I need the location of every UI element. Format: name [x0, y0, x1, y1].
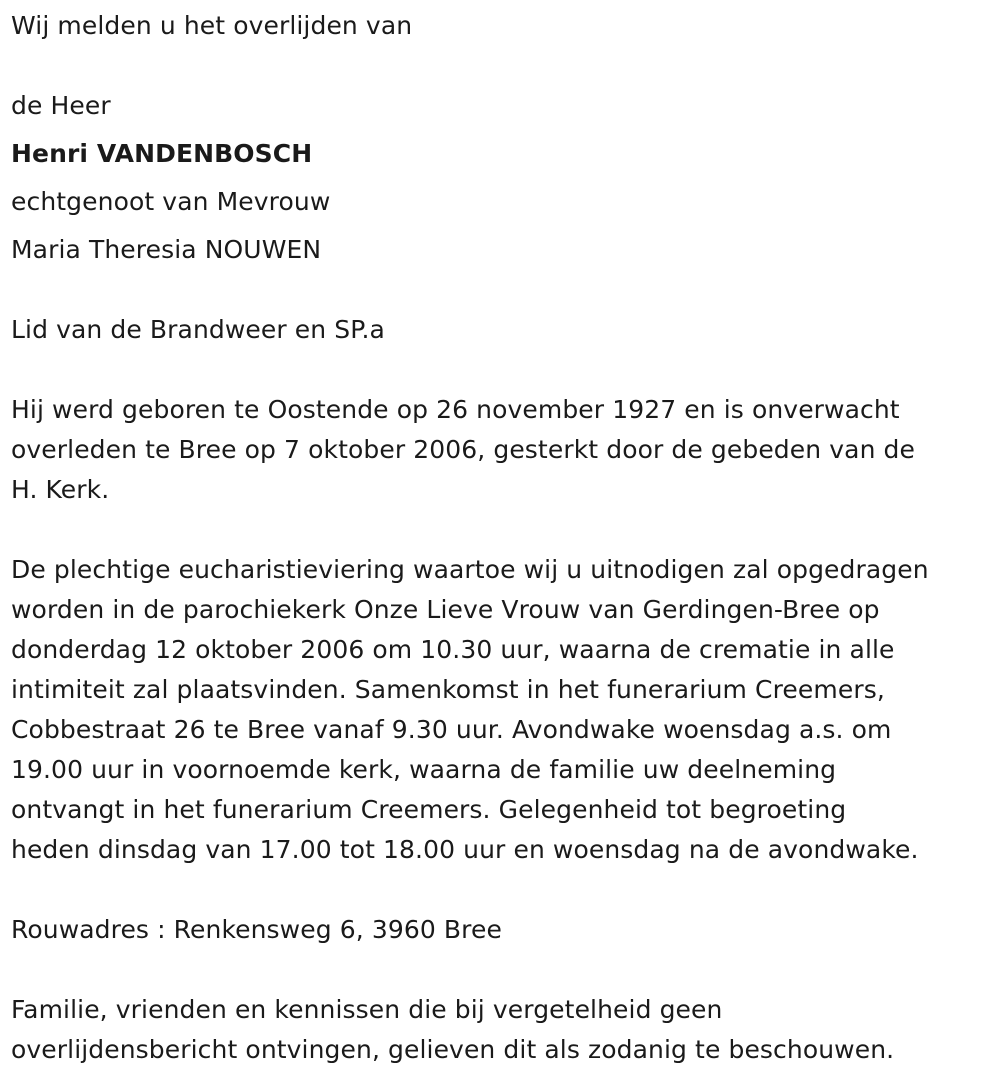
paragraph-line: H. Kerk.	[11, 475, 110, 504]
paragraph-line: Cobbestraat 26 te Bree vanaf 9.30 uur. Avondwake woensdag a.s. om	[11, 715, 892, 744]
mourning-address: Rouwadres : Renkensweg 6, 3960 Bree	[11, 915, 502, 944]
paragraph-line: Familie, vrienden en kennissen die bij vergetelheid geen	[11, 995, 723, 1024]
deceased-name: Henri VANDENBOSCH	[11, 139, 313, 168]
paragraph-line: heden dinsdag van 17.00 tot 18.00 uur en woensdag na de avondwake.	[11, 835, 919, 864]
birth-death-paragraph	[11, 390, 986, 510]
deceased-title: de Heer	[11, 91, 111, 120]
paragraph-line: donderdag 12 oktober 2006 om 10.30 uur, waarna de crematie in alle	[11, 635, 895, 664]
paragraph-line: De plechtige eucharistieviering waartoe wij u uitnodigen zal opgedragen	[11, 555, 929, 584]
paragraph-line: intimiteit zal plaatsvinden. Samenkomst in het funerarium Creemers,	[11, 675, 885, 704]
ceremony-paragraph	[11, 550, 986, 870]
paragraph-line: worden in de parochiekerk Onze Lieve Vrouw van Gerdingen-Bree op	[11, 595, 880, 624]
closing-paragraph	[11, 990, 986, 1070]
intro-text: Wij melden u het overlijden van	[11, 11, 413, 40]
paragraph-line: 19.00 uur in voornoemde kerk, waarna de familie uw deelneming	[11, 755, 837, 784]
membership-text: Lid van de Brandweer en SP.a	[11, 315, 385, 344]
spouse-intro: echtgenoot van Mevrouw	[11, 187, 331, 216]
paragraph-line: Hij werd geboren te Oostende op 26 november 1927 en is onverwacht	[11, 395, 900, 424]
spouse-name: Maria Theresia NOUWEN	[11, 235, 322, 264]
paragraph-line: ontvangt in het funerarium Creemers. Gelegenheid tot begroeting	[11, 795, 847, 824]
paragraph-line: overlijdensbericht ontvingen, gelieven dit als zodanig te beschouwen.	[11, 1035, 895, 1064]
paragraph-line: overleden te Bree op 7 oktober 2006, gesterkt door de gebeden van de	[11, 435, 916, 464]
